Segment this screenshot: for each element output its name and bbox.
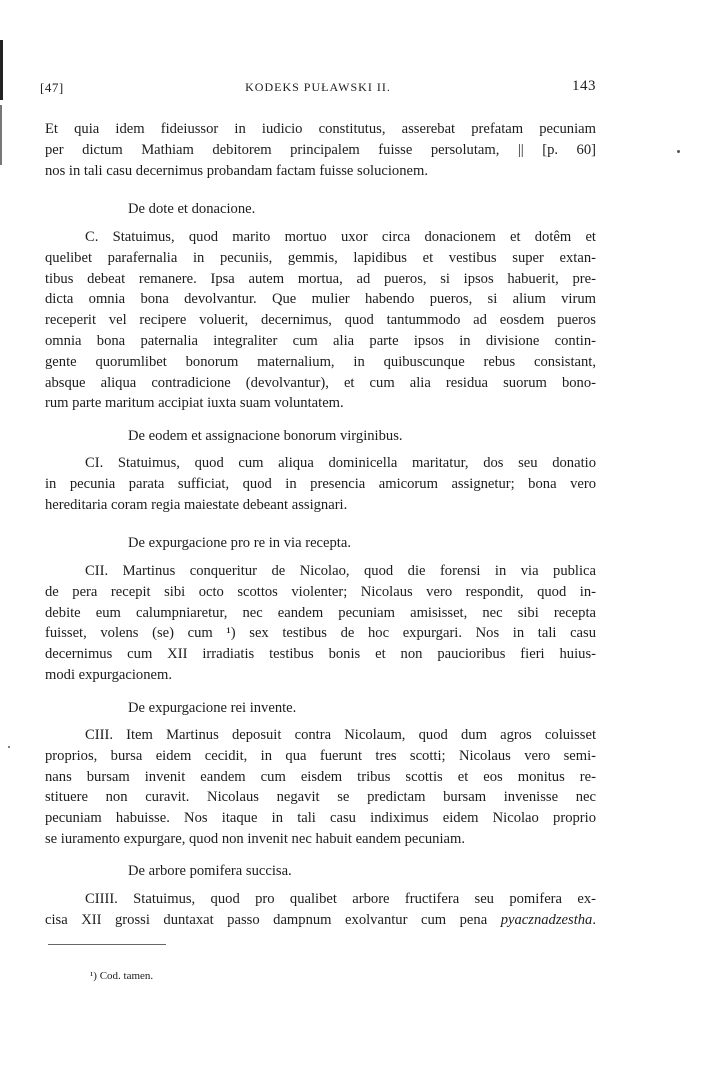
- text-line: receperit vel recipere voluerit, decernimus, quod tantummodo ad eosdem pueros: [45, 312, 596, 329]
- intro-paragraph: [45, 119, 596, 181]
- section-paragraph: [45, 453, 596, 515]
- text-line: CI. Statuimus, quod cum aliqua dominicella maritatur, dos seu donatio: [85, 455, 596, 471]
- section-paragraph: [45, 725, 596, 850]
- margin-scan-mark: [0, 40, 3, 100]
- margin-scan-mark-faint: [0, 105, 2, 165]
- section-heading: De expurgacione pro re in via recepta.: [128, 535, 351, 551]
- section-paragraph: [45, 561, 596, 686]
- text-line: rum parte maritum accipiat iuxta suam voluntatem.: [45, 395, 344, 412]
- header-title: KODEKS PUŁAWSKI II.: [245, 80, 391, 94]
- text-line: CIII. Item Martinus deposuit contra Nicolaum, quod dum agros coluisset: [85, 727, 596, 743]
- text-line: pecuniam habuisse. Nos itaque in tali casu indiximus eidem Nicolao proprio: [45, 810, 596, 827]
- text-line: quelibet parafernalia in pecuniis, gemmis, lapidibus et vestibus super extan-: [45, 249, 596, 266]
- text-line: absque aliqua contradicione (devolvantur), et cum alia residua suorum bono-: [45, 374, 596, 391]
- text-segment: cisa XII grossi duntaxat passo dampnum exolvantur cum pena: [45, 911, 488, 928]
- text-line: stituere non curavit. Nicolaus negavit se predictam bursam invenisse nec: [45, 789, 596, 806]
- text-line: se iuramento expurgare, quod non invenit nec habuit eandem pecuniam.: [45, 830, 465, 847]
- margin-dot: [677, 150, 680, 153]
- section-heading: De dote et donacione.: [128, 201, 256, 217]
- text-line-final: [45, 910, 596, 931]
- section-paragraph: [45, 889, 596, 931]
- section-heading: De arbore pomifera succisa.: [128, 863, 292, 879]
- text-line: CII. Martinus conqueritur de Nicolao, quod die forensi in via publica: [85, 563, 596, 579]
- section-paragraph: [45, 227, 596, 414]
- text-line: omnia bona paternalia integraliter cum alia parte ipsos in divisione contin-: [45, 332, 596, 349]
- text-line: nans bursam invenit eandem cum eisdem tribus scottis et eos monitus re-: [45, 768, 596, 785]
- section-heading: De eodem et assignacione bonorum virginibus.: [128, 428, 403, 444]
- italic-term: pyacznadzestha: [500, 911, 593, 928]
- text-line: per dictum Mathiam debitorem principalem fuisse persolutam, || [p. 60]: [45, 141, 596, 158]
- text-line: dicta omnia bona devolvantur. Que mulier habendo pueros, si alium virum: [45, 291, 596, 308]
- text-line: tibus debeat remanere. Ipsa autem mortua, ad pueros, si ipsos habuerit, pre-: [45, 270, 596, 287]
- text-line: CIIII. Statuimus, quod pro qualibet arbore fructifera seu pomifera ex-: [85, 891, 596, 907]
- text-line: nos in tali casu decernimus probandam factam fuisse solucionem.: [45, 162, 428, 179]
- text-line: debite eum calumpniaretur, nec eandem pecuniam amisisset, nec sibi recepta: [45, 604, 596, 621]
- text-line: de pera recepit sibi octo scottos violenter; Nicolaus vero respondit, quod in-: [45, 583, 596, 600]
- text-line: gente quorumlibet bonorum maternalium, in quibuscunque rebus consistant,: [45, 353, 596, 370]
- text-line: proprios, bursa eidem cecidit, in qua fuerunt tres scotti; Nicolaus vero semi-: [45, 747, 596, 764]
- punctuation: .: [592, 911, 596, 928]
- text-line: in pecunia parata sufficiat, quod in presencia amicorum assignetur; bona vero: [45, 475, 596, 492]
- text-line: fuisset, volens (se) cum ¹) sex testibus de hoc expurgari. Nos in tali casu: [45, 625, 596, 642]
- text-line: decernimus cum XII irradiatis testibus bonis et non paucioribus fieri huius-: [45, 646, 596, 663]
- section-heading: De expurgacione rei invente.: [128, 700, 297, 716]
- text-line: hereditaria coram regia maiestate debeant assignari.: [45, 496, 348, 513]
- header-bracket-number: [47]: [40, 80, 64, 95]
- text-line: modi expurgacionem.: [45, 666, 172, 683]
- page-number: 143: [572, 78, 596, 94]
- text-line: C. Statuimus, quod marito mortuo uxor circa donacionem et dotêm et: [85, 229, 596, 245]
- margin-dot-left: [8, 746, 10, 748]
- footnote-divider: [48, 944, 166, 945]
- text-line: Et quia idem fideiussor in iudicio constitutus, asserebat prefatam pecuniam: [45, 121, 596, 137]
- footnote: ¹) Cod. tamen.: [90, 970, 154, 982]
